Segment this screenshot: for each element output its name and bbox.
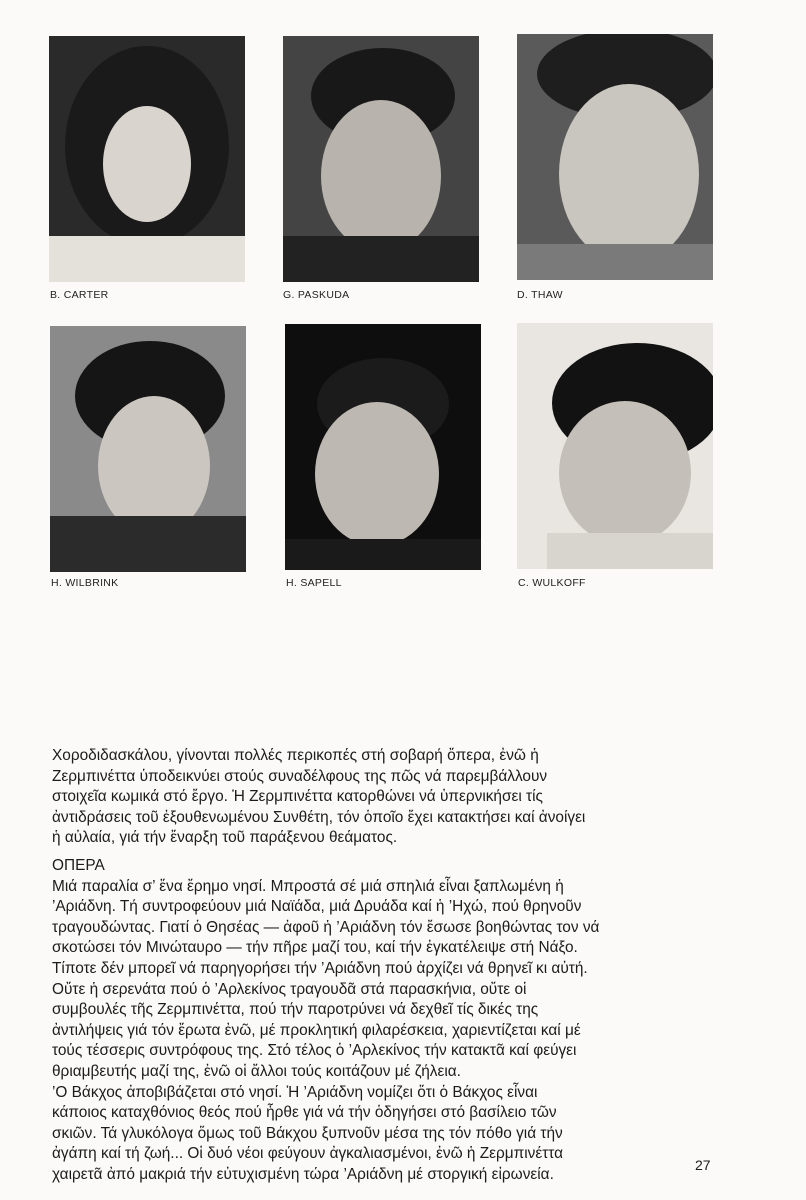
caption-paskuda: G. PASKUDA — [283, 289, 350, 301]
text-line: τραγουδώντας. Γιατί ὁ Θησέας — ἀφοῦ ἡ ’Αριάδνη τόν ἔσωσε βοηθώντας τον νά — [52, 918, 600, 936]
text-line: συμβουλές τῆς Ζερμπινέττα, πού τήν παροτρύνει νά δεχθεῖ τίς δικές της — [52, 1001, 539, 1019]
section-heading-opera: ΟΠΕΡΑ — [52, 857, 105, 874]
portrait-sapell-image — [285, 324, 481, 570]
text-line: ’Αριάδνη. Τή συντροφεύουν μιά Ναϊάδα, μιά Δρυάδα καί ἡ ’Ηχώ, πού θρηνοῦν — [52, 898, 582, 916]
portrait-paskuda-image — [283, 36, 479, 282]
caption-thaw: D. THAW — [517, 289, 563, 301]
text-line: ἡ αὐλαία, γιά τήν ἔναρξη τοῦ παράξενου θεάματος. — [52, 829, 398, 847]
opera-section — [52, 856, 732, 1186]
text-line: Οὔτε ἡ σερενάτα πού ὁ ’Αρλεκίνος τραγουδᾶ στά παρασκήνια, οὔτε οἱ — [52, 980, 527, 998]
caption-sapell: H. SAPELL — [286, 577, 342, 589]
text-line: θριαμβευτής μαζί της, ἐνῶ οἱ ἄλλοι τούς κοιτάζουν μέ ζήλεια. — [52, 1062, 461, 1080]
text-line: χαιρετᾶ ἀπό μακριά τήν εὐτυχισμένη τώρα ’Αριάδνη μέ στοργική εἰρωνεία. — [52, 1165, 554, 1183]
text-line: τούς τέσσερις συντρόφους της. Στό τέλος ὁ ’Αρλεκίνος τήν κατακτᾶ καί φεύγει — [52, 1042, 577, 1060]
text-line: σκοτώσει τόν Μινώταυρο — τήν πῆρε μαζί του, καί τήν ἐγκατέλειψε στή Νάξο. — [52, 939, 578, 957]
portrait-photo-sapell — [285, 324, 481, 570]
text-line: ἀντιλήψεις γιά τόν ἔρωτα ἐνῶ, μέ προκλητική φιλαρέσκεια, χαριεντίζεται καί μέ — [52, 1021, 581, 1039]
portrait-photo-wulkoff — [517, 323, 713, 569]
text-line: Μιά παραλία σ’ ἕνα ἔρημο νησί. Μπροστά σέ μιά σπηλιά εἶναι ξαπλωμένη ἡ — [52, 877, 564, 895]
page-number: 27 — [695, 1157, 711, 1173]
portrait-wulkoff-image — [517, 323, 713, 569]
text-line: σκιῶν. Τά γλυκόλογα ὅμως τοῦ Βάκχου ξυπνοῦν μέσα της τόν πόθο γιά τήν — [52, 1124, 563, 1142]
portrait-photo-wilbrink — [50, 326, 246, 572]
text-line: ἀντιδράσεις τοῦ ἐξουθενωμένου Συνθέτη, τόν ὁποῖο ἔχει κατακτήσει καί ἀνοίγει — [52, 808, 586, 826]
portrait-photo-paskuda — [283, 36, 479, 282]
portrait-wilbrink-image — [50, 326, 246, 572]
caption-carter: B. CARTER — [50, 289, 109, 301]
text-line: Χοροδιδασκάλου, γίνονται πολλές περικοπές στή σοβαρή ὄπερα, ἐνῶ ἡ — [52, 747, 539, 764]
portrait-photo-thaw — [517, 34, 713, 280]
text-line: κάποιος καταχθόνιος θεός πού ἦρθε γιά νά τήν ὁδηγήσει στό βασίλειο τῶν — [52, 1104, 557, 1122]
caption-wulkoff: C. WULKOFF — [518, 577, 586, 589]
text-line: ἀγάπη καί τή ζωή... Οἱ δυό νέοι φεύγουν ἀγκαλιασμένοι, ἐνῶ ἡ Ζερμπινέττα — [52, 1145, 564, 1163]
intro-paragraph — [52, 746, 732, 849]
text-line: Ζερμπινέττα ὑποδεικνύει στούς συναδέλφους της πῶς νά παρεμβάλλουν — [52, 767, 548, 785]
portrait-photo-carter — [49, 36, 245, 282]
portrait-carter-image — [49, 36, 245, 282]
text-line: ’Ο Βάκχος ἀποβιβάζεται στό νησί. Ἡ ’Αριάδνη νομίζει ὅτι ὁ Βάκχος εἶναι — [52, 1083, 538, 1101]
portrait-thaw-image — [517, 34, 713, 280]
caption-wilbrink: H. WILBRINK — [51, 577, 119, 589]
text-line: στοιχεῖα κωμικά στό ἔργο. Ἡ Ζερμπινέττα κατορθώνει νά ὑπερνικήσει τίς — [52, 788, 543, 806]
text-line: Τίποτε δέν μπορεῖ νά παρηγορήσει τήν ’Αριάδνη πού ἀρχίζει νά θρηνεῖ κι αὐτή. — [52, 959, 588, 977]
